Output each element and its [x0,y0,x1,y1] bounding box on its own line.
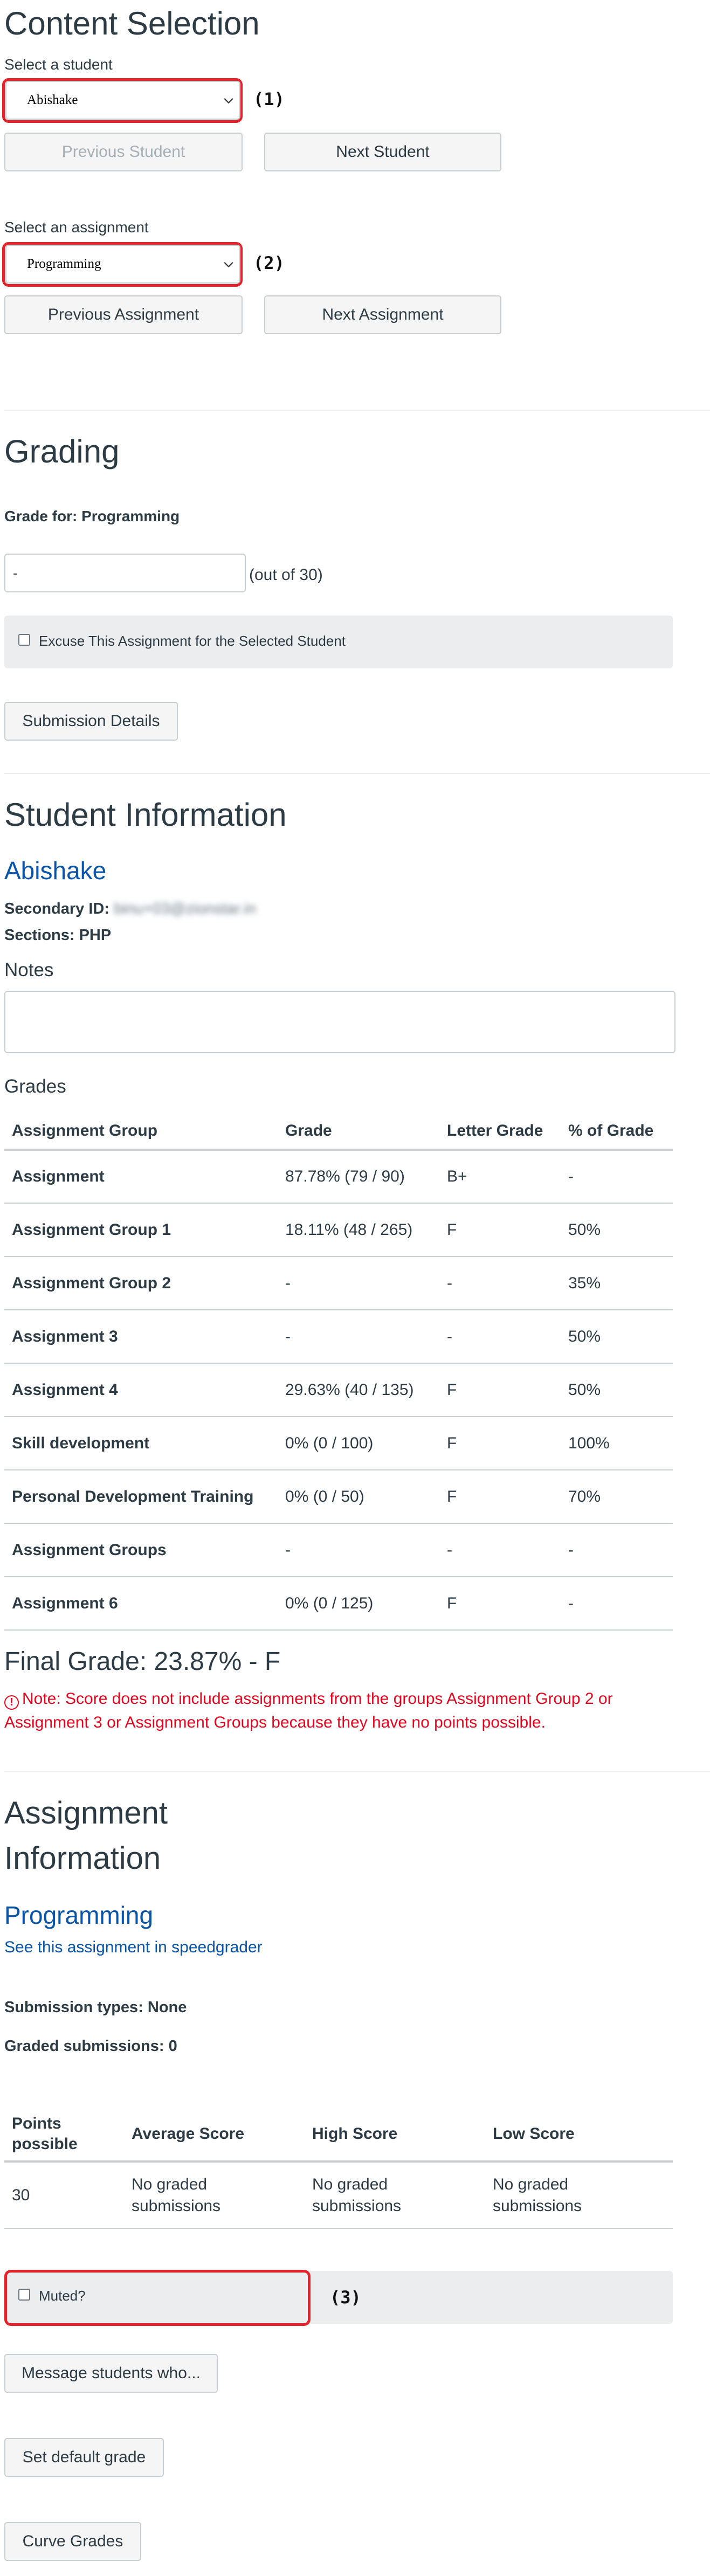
table-cell: F [447,1487,457,1505]
grades-label: Grades [4,1076,66,1097]
assignment-name-link[interactable]: Programming [4,1901,154,1929]
table-cell: Assignment 6 [12,1594,118,1612]
table-cell: - [568,1594,574,1612]
table-cell: No graded submissions [132,2175,221,2215]
table-cell: 50% [568,1220,601,1239]
table-cell: 29.63% (40 / 135) [285,1380,414,1399]
student-select[interactable] [5,81,240,120]
assignment-select-label: Select an assignment [4,219,149,236]
table-cell: F [447,1220,457,1239]
stats-row [4,2161,673,2228]
curve-grades-button[interactable]: Curve Grades [4,2522,141,2561]
table-row [4,1363,673,1417]
callout-3: (3) [330,2287,361,2308]
graded-submissions: Graded submissions: 0 [4,2038,177,2055]
divider [4,1771,710,1772]
submission-types: Submission types: None [4,1999,187,2016]
table-cell: 70% [568,1487,601,1505]
table-cell: 87.78% (79 / 90) [285,1168,405,1185]
table-cell: - [568,1168,574,1185]
secondary-id [4,900,256,918]
table-row [4,1150,673,1203]
assignment-stats-table [4,2108,673,2229]
grades-table [4,1113,673,1631]
grades-header-row [4,1113,673,1150]
table-cell: 50% [568,1380,601,1399]
table-cell: F [447,1594,457,1612]
assignment-select[interactable] [5,245,240,284]
table-row [4,1203,673,1256]
table-cell: No graded submissions [312,2175,402,2215]
table-row [4,1523,673,1577]
assignment-info-title [4,1791,168,1881]
excuse-label: Excuse This Assignment for the Selected Student [39,633,346,649]
column-header: Low Score [493,2125,575,2143]
table-cell: - [568,1541,574,1559]
table-cell: Assignment Group 2 [12,1274,171,1292]
divider [4,773,710,774]
submission-details-button[interactable]: Submission Details [4,702,178,741]
table-cell: Assignment 3 [12,1327,118,1345]
student-name-link[interactable]: Abishake [4,857,107,885]
table-cell: Assignment Groups [12,1541,167,1559]
warning-circle-icon: ! [4,1695,19,1710]
message-students-button[interactable]: Message students who... [4,2354,218,2393]
table-cell: Assignment 4 [12,1380,118,1399]
table-cell: - [285,1274,291,1292]
muted-checkbox[interactable] [18,2289,30,2301]
next-student-button[interactable]: Next Student [264,133,501,171]
student-select-label: Select a student [4,56,113,73]
muted-label: Muted? [39,2288,86,2304]
sections-label: Sections: PHP [4,927,112,944]
out-of-label: (out of 30) [249,566,323,584]
table-cell: 18.11% (48 / 265) [285,1220,413,1239]
table-cell: - [447,1327,452,1345]
grade-note [4,1687,673,1735]
table-cell: F [447,1380,457,1399]
table-cell: 35% [568,1274,601,1292]
column-header: Grade [285,1122,332,1139]
excuse-checkbox[interactable] [18,634,30,646]
table-cell: B+ [447,1168,467,1185]
chevron-down-icon [224,258,233,267]
table-row [4,1417,673,1470]
column-header: % of Grade [568,1122,654,1139]
notes-label: Notes [4,959,54,980]
column-header: Letter Grade [447,1122,543,1139]
grade-note-text: Note: Score does not include assignments from the groups Assignment Group 2 or Assignment 3 or Assignment Groups because they have no points possible. [4,1690,613,1731]
secondary-id-value: binu+03@zionstar.in [114,900,257,917]
student-select-value: Abishake [27,93,78,107]
table-row [4,1256,673,1310]
column-header: Points possible [12,2115,78,2153]
notes-textarea[interactable] [4,991,675,1053]
previous-assignment-button[interactable]: Previous Assignment [4,295,243,334]
table-cell: - [285,1327,291,1345]
table-cell: 0% (0 / 50) [285,1487,364,1505]
table-cell: Assignment [12,1168,105,1185]
table-cell: 0% (0 / 125) [285,1594,374,1612]
table-cell: - [447,1541,452,1559]
next-assignment-button[interactable]: Next Assignment [264,295,501,334]
speedgrader-link[interactable]: See this assignment in speedgrader [4,1938,263,1956]
table-cell: 50% [568,1327,601,1345]
column-header: High Score [312,2125,398,2143]
assignment-info-title-line: Assignment [4,1795,168,1831]
stats-header-row [4,2108,673,2161]
previous-student-button[interactable]: Previous Student [4,133,243,171]
callout-1: (1) [253,89,285,109]
table-cell: 0% (0 / 100) [285,1434,374,1452]
grading-title: Grading [4,433,120,469]
assignment-select-value: Programming [27,257,101,271]
table-cell: Skill development [12,1434,150,1452]
student-info-title: Student Information [4,797,287,833]
table-row [4,1470,673,1523]
final-grade: Final Grade: 23.87% - F [4,1647,281,1676]
table-row [4,1310,673,1363]
set-default-grade-button[interactable]: Set default grade [4,2438,164,2477]
chevron-down-icon [224,94,233,103]
table-cell: Personal Development Training [12,1487,254,1505]
table-cell: - [447,1274,452,1292]
table-cell: 30 [12,2186,30,2204]
content-selection-title: Content Selection [4,5,260,42]
table-cell: No graded submissions [493,2175,582,2215]
divider [4,410,710,411]
table-cell: F [447,1434,457,1452]
table-cell: - [285,1541,291,1559]
table-cell: Assignment Group 1 [12,1220,171,1239]
grade-input[interactable]: - [4,554,246,592]
secondary-id-label: Secondary ID: [4,900,109,917]
assignment-info-title-line: Information [4,1841,161,1876]
table-row [4,1577,673,1630]
grade-for-label: Grade for: Programming [4,508,180,524]
column-header: Average Score [132,2125,245,2143]
callout-2: (2) [253,253,285,273]
column-header: Assignment Group [12,1122,158,1139]
table-cell: 100% [568,1434,610,1452]
